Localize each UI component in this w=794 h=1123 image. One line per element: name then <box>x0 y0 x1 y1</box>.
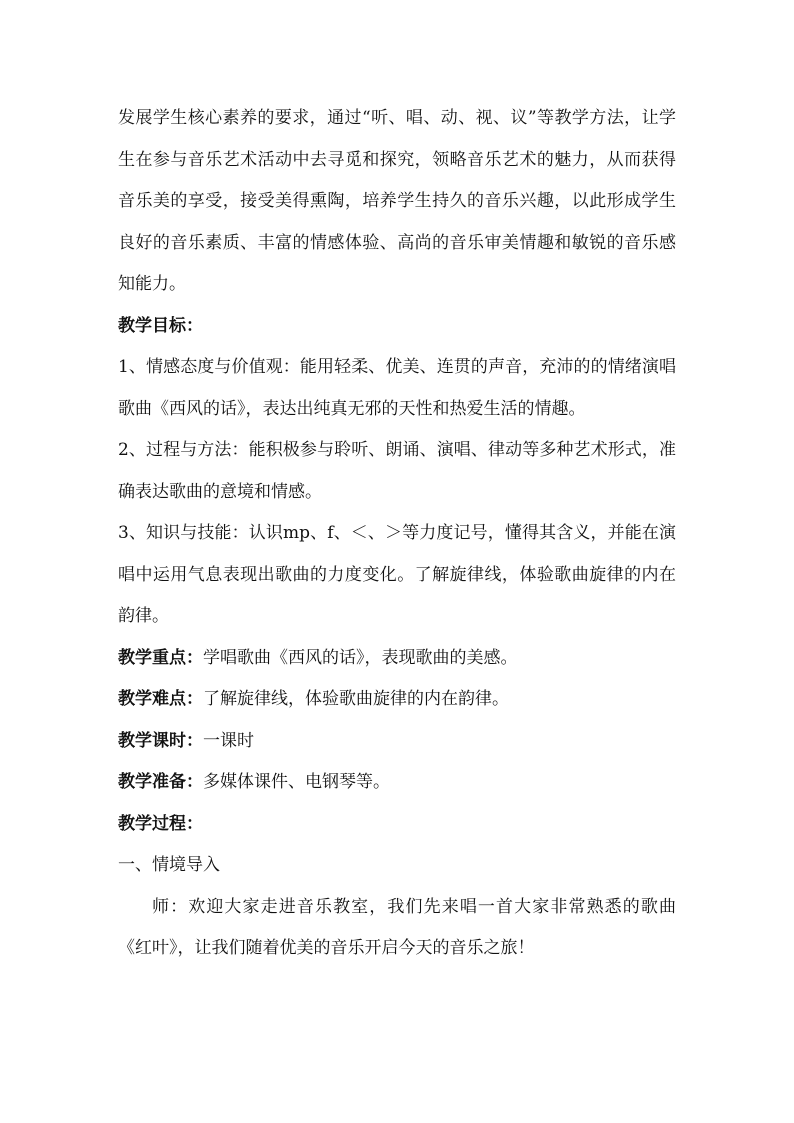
prep-label: 教学准备： <box>118 772 203 792</box>
process-heading: 教学过程： <box>118 813 203 834</box>
hours-label: 教学课时： <box>118 730 203 751</box>
objective-2: 2、过程与方法：能积极参与聆听、朗诵、演唱、律动等多种艺术形式，准确表达歌曲的意境和情感。 <box>118 440 676 502</box>
section-1-heading: 一、情境导入 <box>118 855 220 875</box>
intro-paragraph: 发展学生核心素养的要求，通过“听、唱、动、视、议”等教学方法，让学生在参与音乐艺术活动中去寻觅和探究，领略音乐艺术的魅力，从而获得音乐美的享受，接受美得熏陶，培养学生持久的音乐兴趣，以此形成学生良好的音乐素质、丰富的情感体验、高尚的音乐审美情趣和敏锐的音乐感知能力。 <box>118 108 676 294</box>
prep-line <box>118 762 676 804</box>
hours-text: 一课时 <box>203 730 254 751</box>
difficulty-text: 了解旋律线，体验歌曲旋律的内在韵律。 <box>203 689 509 709</box>
objective-1: 1、情感态度与价值观：能用轻柔、优美、连贯的声音，充沛的的情绪演唱歌曲《西风的话》，表达出纯真无邪的天性和热爱生活的情趣。 <box>118 357 676 419</box>
objectives-heading: 教学目标： <box>118 315 203 336</box>
teacher-line: 师：欢迎大家走进音乐教室，我们先来唱一首大家非常熟悉的歌曲《红叶》，让我们随着优美的音乐开启今天的音乐之旅！ <box>118 896 676 958</box>
prep-text: 多媒体课件、电钢琴等。 <box>203 772 390 792</box>
difficulty-label: 教学难点： <box>118 689 203 709</box>
objective-3: 3、知识与技能：认识mp、f、＜、＞等力度记号，懂得其含义，并能在演唱中运用气息表现出歌曲的力度变化。了解旋律线，体验歌曲旋律的内在韵律。 <box>118 523 676 626</box>
key-point-text: 学唱歌曲《西风的话》，表现歌曲的美感。 <box>203 647 518 668</box>
key-point-label: 教学重点： <box>118 647 203 668</box>
difficulty-line <box>118 679 676 721</box>
key-point-line <box>118 638 676 680</box>
hours-line <box>118 721 676 763</box>
